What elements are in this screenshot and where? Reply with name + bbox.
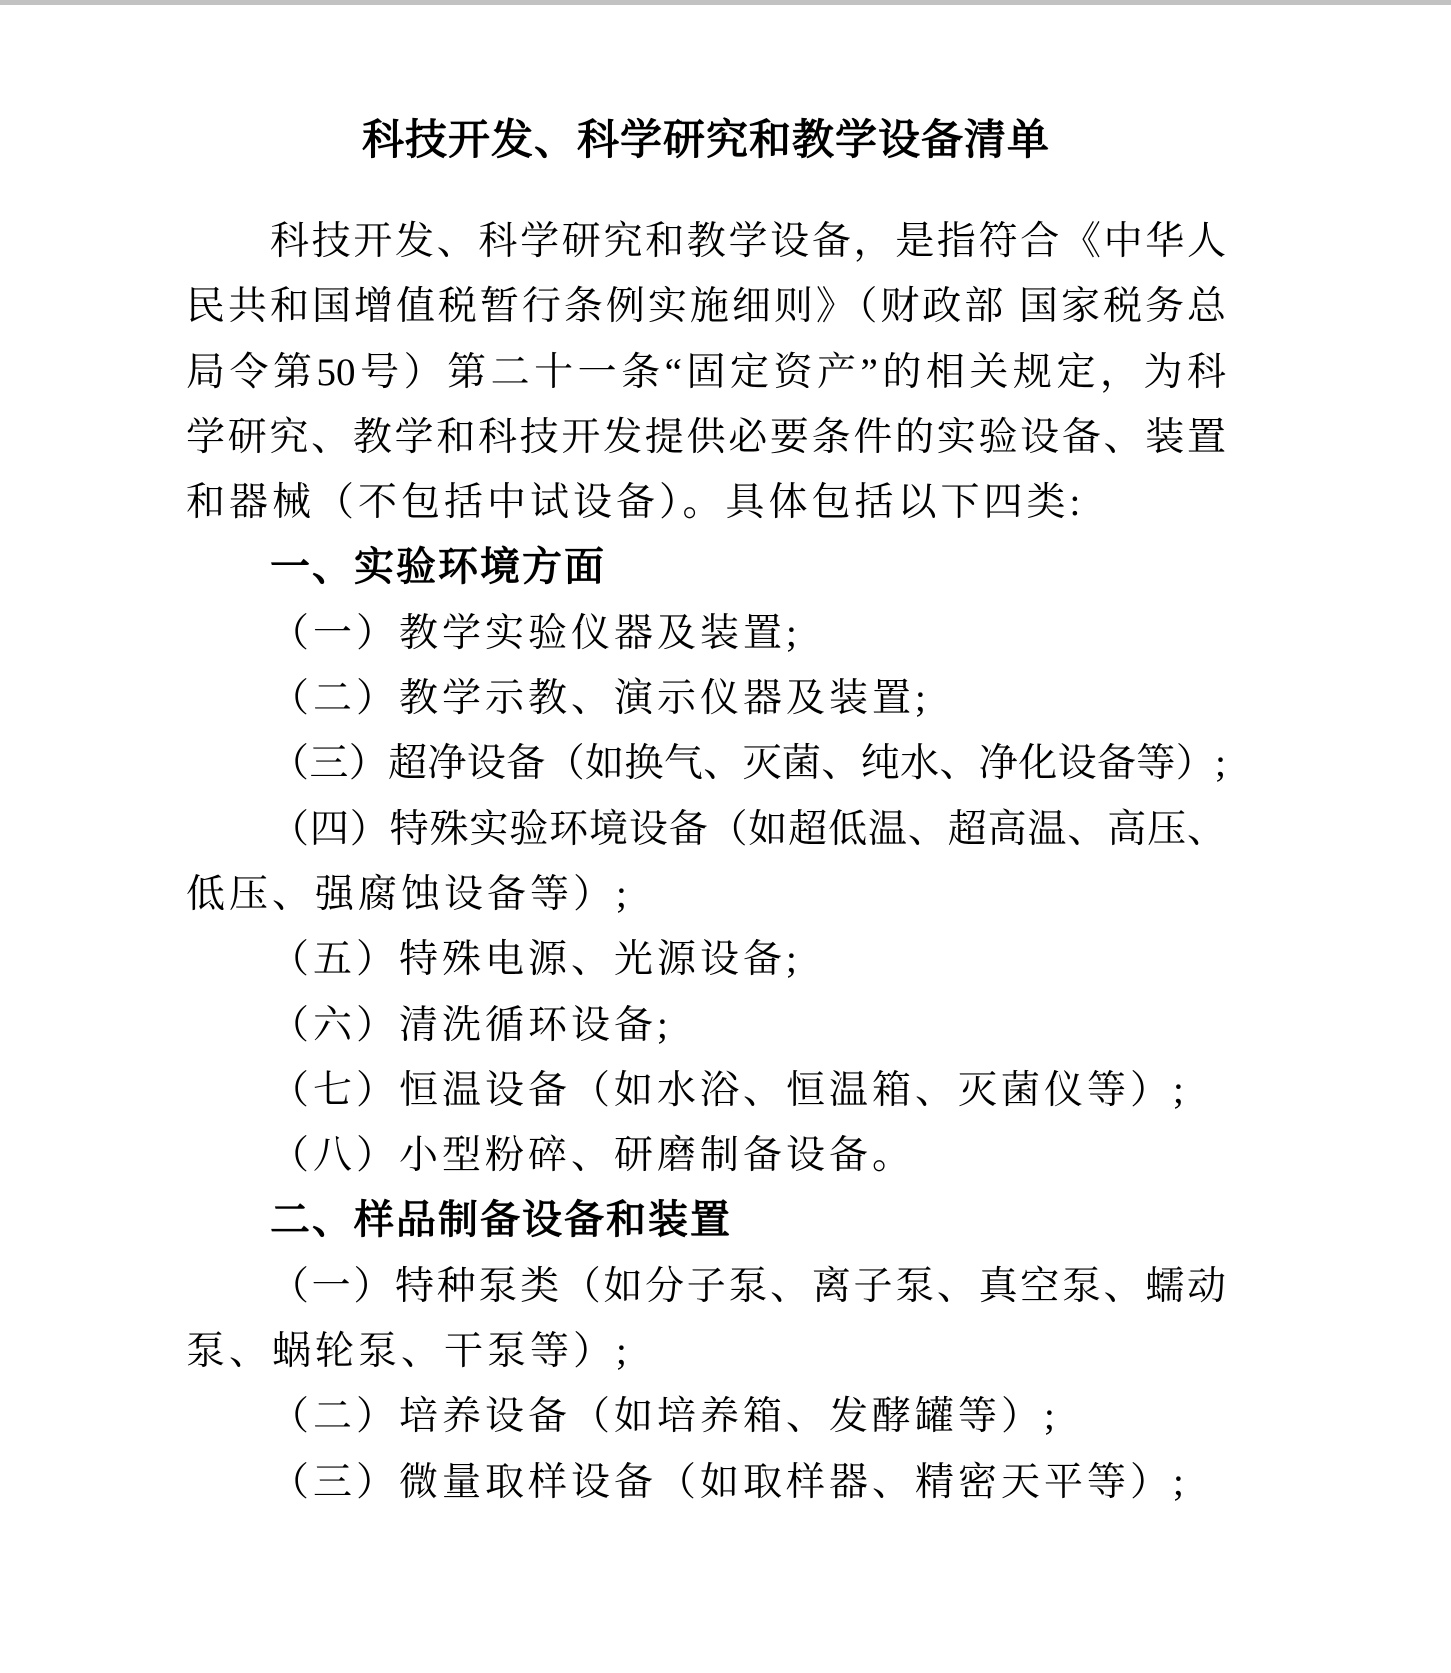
text-line: （二）教学示教、演示仪器及装置; xyxy=(270,677,930,721)
text-line: （一）教学实验仪器及装置; xyxy=(270,611,801,655)
window-top-bar xyxy=(0,0,1451,5)
text-line: （七）恒温设备（如水浴、恒温箱、灭菌仪等）; xyxy=(270,1068,1188,1112)
text-line: （二）培养设备（如培养箱、发酵罐等）; xyxy=(270,1395,1059,1439)
document-body xyxy=(186,209,1226,1515)
text-line: （一）特种泵类（如分子泵、离子泵、真空泵、蠕动 xyxy=(270,1264,1226,1308)
text-line: 和器械（不包括中试设备）。具体包括以下四类: xyxy=(186,481,1085,525)
text-line: 局令第50号）第二十一条“固定资产”的相关规定，为科 xyxy=(186,350,1226,394)
text-line: （三）微量取样设备（如取样器、精密天平等）; xyxy=(270,1460,1188,1504)
text-line: （六）清洗循环设备; xyxy=(270,1003,672,1047)
text-line: （八）小型粉碎、研磨制备设备。 xyxy=(270,1134,916,1178)
text-line: （五）特殊电源、光源设备; xyxy=(270,938,801,982)
text-line: 低压、强腐蚀设备等）; xyxy=(186,872,631,916)
document-title: 科技开发、科学研究和教学设备清单 xyxy=(361,118,1050,165)
text-line: 泵、蜗轮泵、干泵等）; xyxy=(186,1330,631,1374)
text-line: 二、样品制备设备和装置 xyxy=(270,1198,732,1243)
text-line: 科技开发、科学研究和教学设备，是指符合《中华人 xyxy=(270,220,1226,263)
text-line: 学研究、教学和科技开发提供必要条件的实验设备、装置 xyxy=(186,415,1226,459)
text-line: 一、实验环境方面 xyxy=(270,545,606,590)
text-line: （四）特殊实验环境设备（如超低温、超高温、高压、 xyxy=(270,807,1226,851)
text-line: （三）超净设备（如换气、灭菌、纯水、净化设备等）; xyxy=(270,742,1226,786)
text-line: 民共和国增值税暂行条例实施细则》（财政部 国家税务总 xyxy=(186,285,1226,329)
